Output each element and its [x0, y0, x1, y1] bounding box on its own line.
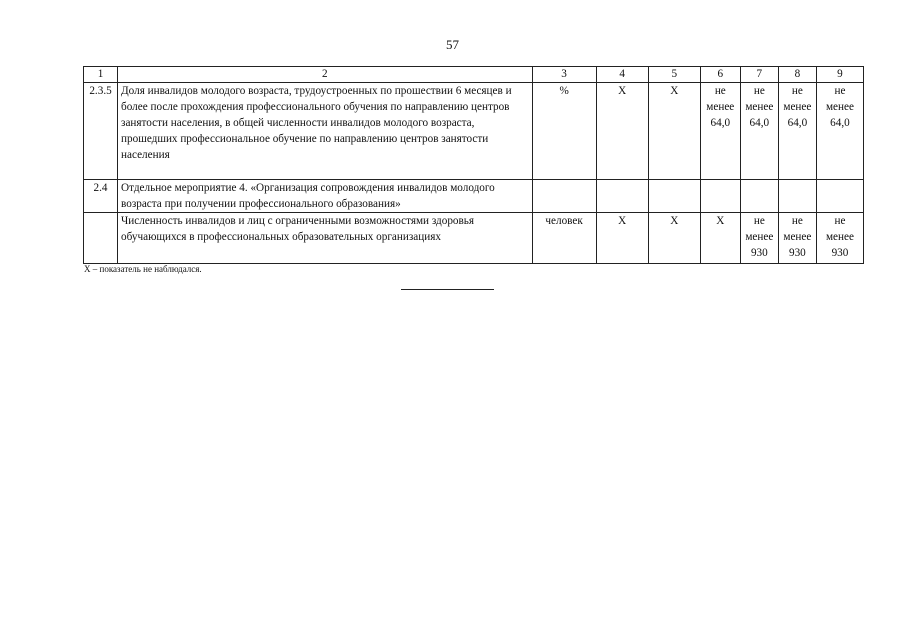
unit-cell: человек — [532, 213, 596, 264]
header-cell: 6 — [700, 67, 740, 83]
header-cell: 9 — [816, 67, 863, 83]
row-number: 2.4 — [84, 180, 118, 213]
header-cell: 7 — [740, 67, 778, 83]
table-row — [84, 213, 864, 264]
value-cell: X — [648, 213, 700, 264]
value-cell: X — [648, 83, 700, 180]
row-number: 2.3.5 — [84, 83, 118, 180]
value-cell: не менее 64,0 — [740, 83, 778, 180]
header-cell: 2 — [118, 67, 533, 83]
value-cell: не менее 930 — [740, 213, 778, 264]
value-cell: не менее 64,0 — [700, 83, 740, 180]
value-cell: X — [596, 213, 648, 264]
header-cell: 4 — [596, 67, 648, 83]
indicator-name: Доля инвалидов молодого возраста, трудоустроенных по прошествии 6 месяцев и более после прохождения профессионального обучения по направлению центров занятости населения, в общей численности инвалидов молодого возраста, прошедших профессиональное обучение по направлению центров занятости населения — [118, 83, 533, 180]
value-cell: не менее 64,0 — [816, 83, 863, 180]
footnote: X – показатель не наблюдался. — [84, 264, 202, 274]
value-cell — [816, 180, 863, 213]
separator-line — [401, 289, 494, 290]
value-cell: X — [700, 213, 740, 264]
unit-cell — [532, 180, 596, 213]
value-cell: не менее 930 — [778, 213, 816, 264]
indicators-table — [83, 66, 864, 264]
value-cell — [648, 180, 700, 213]
table-row — [84, 83, 864, 180]
value-cell — [700, 180, 740, 213]
value-cell: X — [596, 83, 648, 180]
row-number — [84, 213, 118, 264]
value-cell: не менее 64,0 — [778, 83, 816, 180]
value-cell: не менее 930 — [816, 213, 863, 264]
header-cell: 5 — [648, 67, 700, 83]
indicator-name: Численность инвалидов и лиц с ограниченными возможностями здоровья обучающихся в профессиональных образовательных организациях — [118, 213, 533, 264]
header-cell: 8 — [778, 67, 816, 83]
value-cell — [596, 180, 648, 213]
table-row — [84, 180, 864, 213]
value-cell — [740, 180, 778, 213]
header-cell: 3 — [532, 67, 596, 83]
header-cell: 1 — [84, 67, 118, 83]
value-cell — [778, 180, 816, 213]
table-header-row — [84, 67, 864, 83]
indicator-name: Отдельное мероприятие 4. «Организация сопровождения инвалидов молодого возраста при получении профессионального образования» — [118, 180, 533, 213]
unit-cell: % — [532, 83, 596, 180]
page-number: 57 — [446, 37, 459, 52]
